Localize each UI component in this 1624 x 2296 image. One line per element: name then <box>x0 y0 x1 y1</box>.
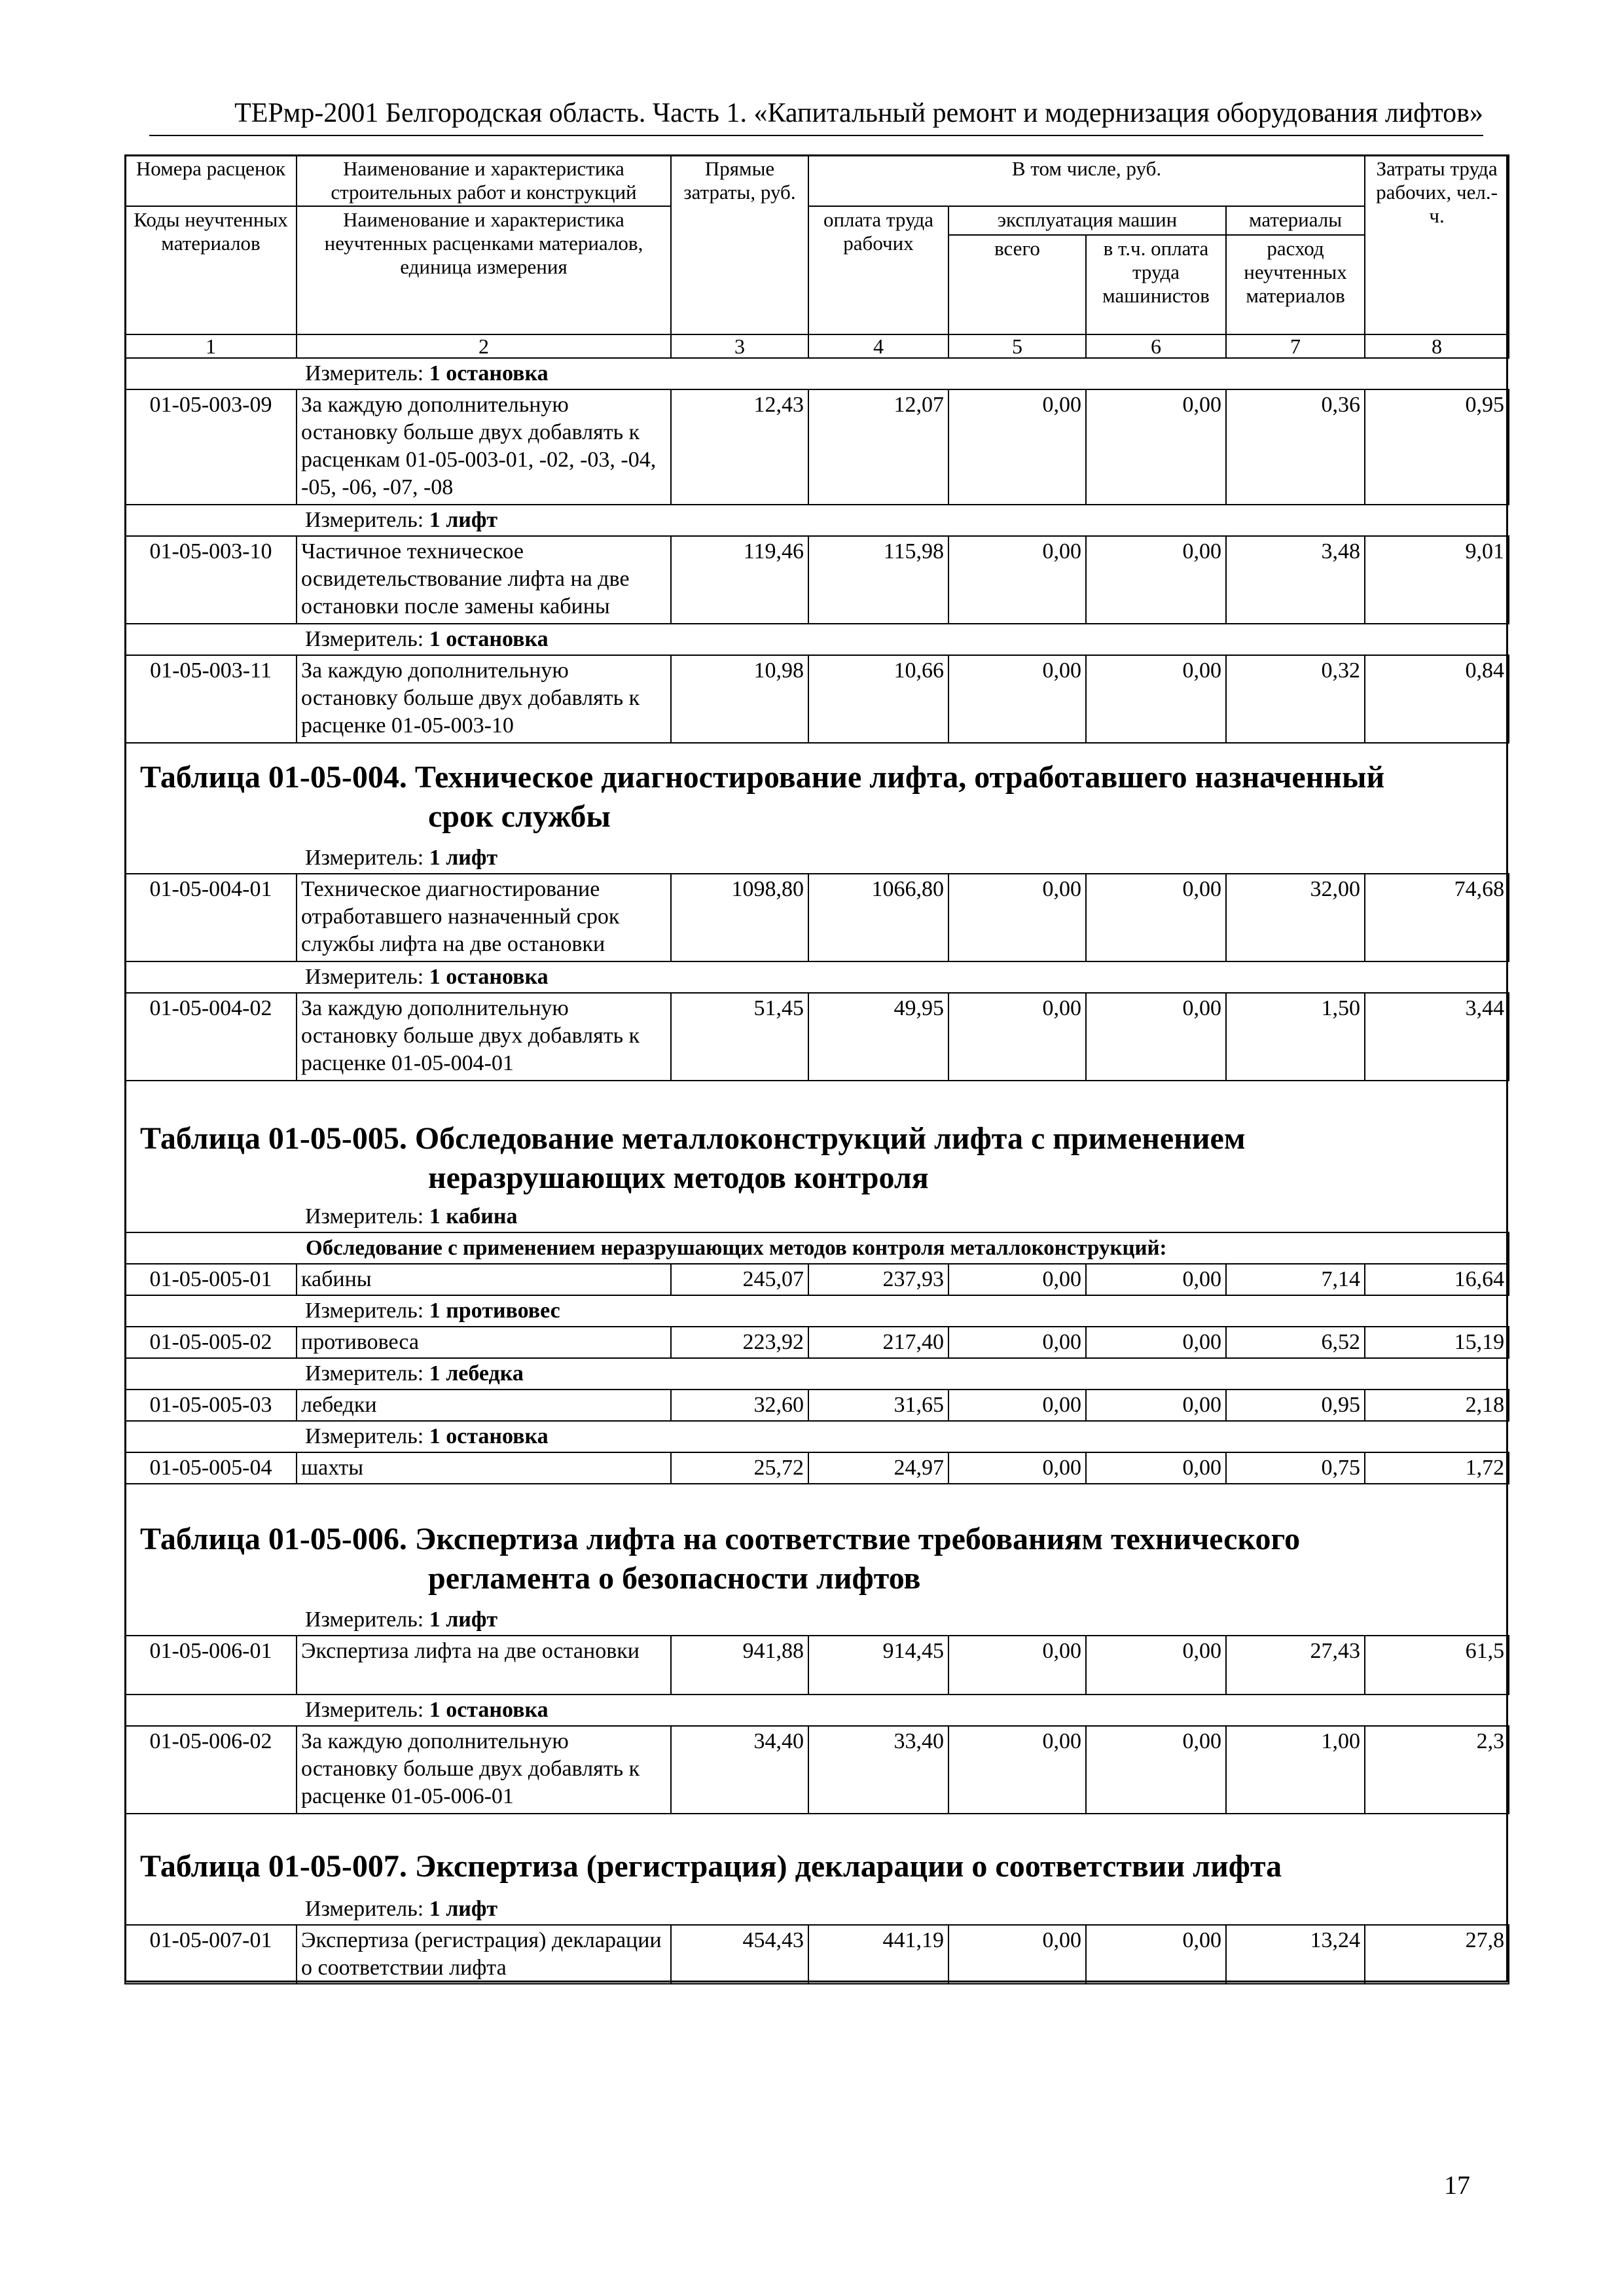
operator-wages: 0,00 <box>1086 655 1226 743</box>
machines-total: 0,00 <box>948 1390 1086 1421</box>
worker-wages: 237,93 <box>808 1264 948 1295</box>
meter-line: Измеритель: 1 лифт <box>305 846 498 870</box>
machines-total: 0,00 <box>948 1327 1086 1358</box>
labor-costs: 3,44 <box>1365 993 1509 1081</box>
labor-costs: 0,84 <box>1365 655 1509 743</box>
materials: 0,75 <box>1226 1452 1365 1484</box>
materials: 13,24 <box>1226 1925 1365 1984</box>
col-number: 4 <box>808 334 948 358</box>
col-header-direct-costs: Прямые затраты, руб. <box>671 155 808 334</box>
col-number: 3 <box>671 334 808 358</box>
operator-wages: 0,00 <box>1086 536 1226 624</box>
table-row <box>125 993 1509 1081</box>
rate-name: За каждую дополнительную остановку больше двух добавлять к расценке 01-05-004-01 <box>297 993 671 1081</box>
table-row <box>125 1264 1509 1295</box>
price-table-004 <box>124 843 1509 1081</box>
operator-wages: 0,00 <box>1086 1390 1226 1421</box>
meter-line: Измеритель: 1 остановка <box>305 1424 549 1448</box>
meter-line: Измеритель: 1 лифт <box>305 1607 498 1632</box>
machines-total: 0,00 <box>948 1264 1086 1295</box>
materials: 3,48 <box>1226 536 1365 624</box>
labor-costs: 9,01 <box>1365 536 1509 624</box>
rate-code: 01-05-005-03 <box>125 1390 297 1421</box>
price-table-block-003 <box>124 154 1509 744</box>
operator-wages: 0,00 <box>1086 1925 1226 1984</box>
direct-costs: 25,72 <box>671 1452 808 1484</box>
meter-line: Измеритель: 1 остановка <box>305 627 549 651</box>
rate-code: 01-05-003-09 <box>125 389 297 505</box>
materials: 32,00 <box>1226 874 1365 961</box>
rate-code: 01-05-007-01 <box>125 1925 297 1984</box>
materials: 1,50 <box>1226 993 1365 1081</box>
rate-name: кабины <box>297 1264 671 1295</box>
worker-wages: 33,40 <box>808 1726 948 1814</box>
labor-costs: 0,95 <box>1365 389 1509 505</box>
materials: 1,00 <box>1226 1726 1365 1814</box>
machines-total: 0,00 <box>948 1452 1086 1484</box>
rate-code: 01-05-005-04 <box>125 1452 297 1484</box>
rate-name: Экспертиза лифта на две остановки <box>297 1636 671 1695</box>
table-title-007: Таблица 01-05-007. Экспертиза (регистрация) декларации о соответствии лифта <box>140 1849 1282 1884</box>
rate-name: За каждую дополнительную остановку больше двух добавлять к расценке 01-05-003-10 <box>297 655 671 743</box>
labor-costs: 16,64 <box>1365 1264 1509 1295</box>
col-header-machine-operation: эксплуатация машин <box>948 206 1226 235</box>
rate-code: 01-05-003-11 <box>125 655 297 743</box>
col-number: 7 <box>1226 334 1365 358</box>
meter-line: Измеритель: 1 лифт <box>305 1897 498 1921</box>
direct-costs: 245,07 <box>671 1264 808 1295</box>
table-row <box>125 1327 1509 1358</box>
col-header-rate-numbers: Номера расценок <box>125 155 297 206</box>
rate-code: 01-05-005-02 <box>125 1327 297 1358</box>
meter-line: Измеритель: 1 кабина <box>305 1204 518 1229</box>
meter-line: Измеритель: 1 остановка <box>305 1698 549 1722</box>
direct-costs: 119,46 <box>671 536 808 624</box>
direct-costs: 1098,80 <box>671 874 808 961</box>
worker-wages: 10,66 <box>808 655 948 743</box>
col-header-operator-wages: в т.ч. оплата труда машинистов <box>1086 235 1226 334</box>
direct-costs: 51,45 <box>671 993 808 1081</box>
page-number: 17 <box>1444 2170 1470 2200</box>
col-header-worker-wages: оплата труда рабочих <box>808 206 948 334</box>
table-row <box>125 1925 1509 1984</box>
meter-line: Измеритель: 1 противовес <box>305 1299 560 1323</box>
worker-wages: 115,98 <box>808 536 948 624</box>
worker-wages: 49,95 <box>808 993 948 1081</box>
machines-total: 0,00 <box>948 536 1086 624</box>
operator-wages: 0,00 <box>1086 389 1226 505</box>
labor-costs: 61,5 <box>1365 1636 1509 1695</box>
materials: 0,36 <box>1226 389 1365 505</box>
rate-code: 01-05-004-02 <box>125 993 297 1081</box>
machines-total: 0,00 <box>948 993 1086 1081</box>
col-number: 2 <box>297 334 671 358</box>
labor-costs: 15,19 <box>1365 1327 1509 1358</box>
direct-costs: 223,92 <box>671 1327 808 1358</box>
meter-line: Измеритель: 1 лебедка <box>305 1361 524 1386</box>
rate-name: шахты <box>297 1452 671 1484</box>
machines-total: 0,00 <box>948 874 1086 961</box>
labor-costs: 74,68 <box>1365 874 1509 961</box>
labor-costs: 2,18 <box>1365 1390 1509 1421</box>
rate-name: противовеса <box>297 1327 671 1358</box>
table-row <box>125 1390 1509 1421</box>
running-header: ТЕРмр-2001 Белгородская область. Часть 1. «Капитальный ремонт и модернизация оборудования лифтов» <box>149 96 1483 136</box>
table-row <box>125 536 1509 624</box>
worker-wages: 1066,80 <box>808 874 948 961</box>
machines-total: 0,00 <box>948 389 1086 505</box>
table-row <box>125 1636 1509 1695</box>
worker-wages: 441,19 <box>808 1925 948 1984</box>
machines-total: 0,00 <box>948 655 1086 743</box>
rate-code: 01-05-003-10 <box>125 536 297 624</box>
machines-total: 0,00 <box>948 1925 1086 1984</box>
col-header-work-name: Наименование и характеристика строительных работ и конструкций <box>297 155 671 206</box>
operator-wages: 0,00 <box>1086 1327 1226 1358</box>
table-row <box>125 655 1509 743</box>
rate-name: Частичное техническое освидетельствование лифта на две остановки после замены кабины <box>297 536 671 624</box>
labor-costs: 27,8 <box>1365 1925 1509 1984</box>
rate-name: лебедки <box>297 1390 671 1421</box>
rate-code: 01-05-005-01 <box>125 1264 297 1295</box>
worker-wages: 217,40 <box>808 1327 948 1358</box>
col-number: 6 <box>1086 334 1226 358</box>
col-header-including: В том числе, руб. <box>808 155 1365 206</box>
table-title-006: Таблица 01-05-006. Экспертиза лифта на соответствие требованиям технического регламента о безопасности лифтов <box>140 1522 1301 1596</box>
col-number: 1 <box>125 334 297 358</box>
table-row <box>125 1726 1509 1814</box>
table-row <box>125 1452 1509 1484</box>
direct-costs: 941,88 <box>671 1636 808 1695</box>
col-number: 5 <box>948 334 1086 358</box>
materials: 0,32 <box>1226 655 1365 743</box>
col-header-material-names: Наименование и характеристика неучтенных расценками материалов, единица измерения <box>297 206 671 334</box>
price-table-007 <box>124 1894 1509 1984</box>
col-number: 8 <box>1365 334 1509 358</box>
col-header-labor-costs: Затраты труда рабочих, чел.-ч. <box>1365 155 1509 334</box>
meter-line: Измеритель: 1 лифт <box>305 508 498 532</box>
materials: 6,52 <box>1226 1327 1365 1358</box>
meter-line: Измеритель: 1 остановка <box>305 965 549 989</box>
col-header-materials: материалы <box>1226 206 1365 235</box>
worker-wages: 914,45 <box>808 1636 948 1695</box>
table-row <box>125 389 1509 505</box>
direct-costs: 34,40 <box>671 1726 808 1814</box>
materials: 0,95 <box>1226 1390 1365 1421</box>
price-table-005 <box>124 1202 1509 1484</box>
price-table-006 <box>124 1605 1509 1814</box>
operator-wages: 0,00 <box>1086 993 1226 1081</box>
meter-line: Измеритель: 1 остановка <box>305 361 549 386</box>
direct-costs: 10,98 <box>671 655 808 743</box>
col-header-machines-total: всего <box>948 235 1086 334</box>
rate-name: За каждую дополнительную остановку больше двух добавлять к расценкам 01-05-003-01, -02, -03, -04, -05, -06, -07, -08 <box>297 389 671 505</box>
group-title: Обследование с применением неразрушающих методов контроля металлоконструкций: <box>125 1232 1509 1264</box>
rate-code: 01-05-006-01 <box>125 1636 297 1695</box>
labor-costs: 1,72 <box>1365 1452 1509 1484</box>
rate-code: 01-05-004-01 <box>125 874 297 961</box>
materials: 7,14 <box>1226 1264 1365 1295</box>
operator-wages: 0,00 <box>1086 874 1226 961</box>
machines-total: 0,00 <box>948 1726 1086 1814</box>
materials: 27,43 <box>1226 1636 1365 1695</box>
rate-name: Техническое диагностирование отработавшего назначенный срок службы лифта на две остановки <box>297 874 671 961</box>
operator-wages: 0,00 <box>1086 1726 1226 1814</box>
labor-costs: 2,3 <box>1365 1726 1509 1814</box>
machines-total: 0,00 <box>948 1636 1086 1695</box>
direct-costs: 32,60 <box>671 1390 808 1421</box>
operator-wages: 0,00 <box>1086 1452 1226 1484</box>
direct-costs: 12,43 <box>671 389 808 505</box>
col-header-unaccounted-materials: расход неучтенных материалов <box>1226 235 1365 334</box>
table-title-005: Таблица 01-05-005. Обследование металлоконструкций лифта с применением неразрушающих методов контроля <box>140 1121 1246 1195</box>
col-header-material-codes: Коды неучтенных материалов <box>125 206 297 334</box>
direct-costs: 454,43 <box>671 1925 808 1984</box>
operator-wages: 0,00 <box>1086 1264 1226 1295</box>
rate-code: 01-05-006-02 <box>125 1726 297 1814</box>
worker-wages: 31,65 <box>808 1390 948 1421</box>
operator-wages: 0,00 <box>1086 1636 1226 1695</box>
rate-name: Экспертиза (регистрация) декларации о соответствии лифта <box>297 1925 671 1984</box>
worker-wages: 24,97 <box>808 1452 948 1484</box>
worker-wages: 12,07 <box>808 389 948 505</box>
rate-name: За каждую дополнительную остановку больше двух добавлять к расценке 01-05-006-01 <box>297 1726 671 1814</box>
table-title-004: Таблица 01-05-004. Техническое диагностирование лифта, отработавшего назначенный срок службы <box>140 760 1385 834</box>
table-row <box>125 874 1509 961</box>
